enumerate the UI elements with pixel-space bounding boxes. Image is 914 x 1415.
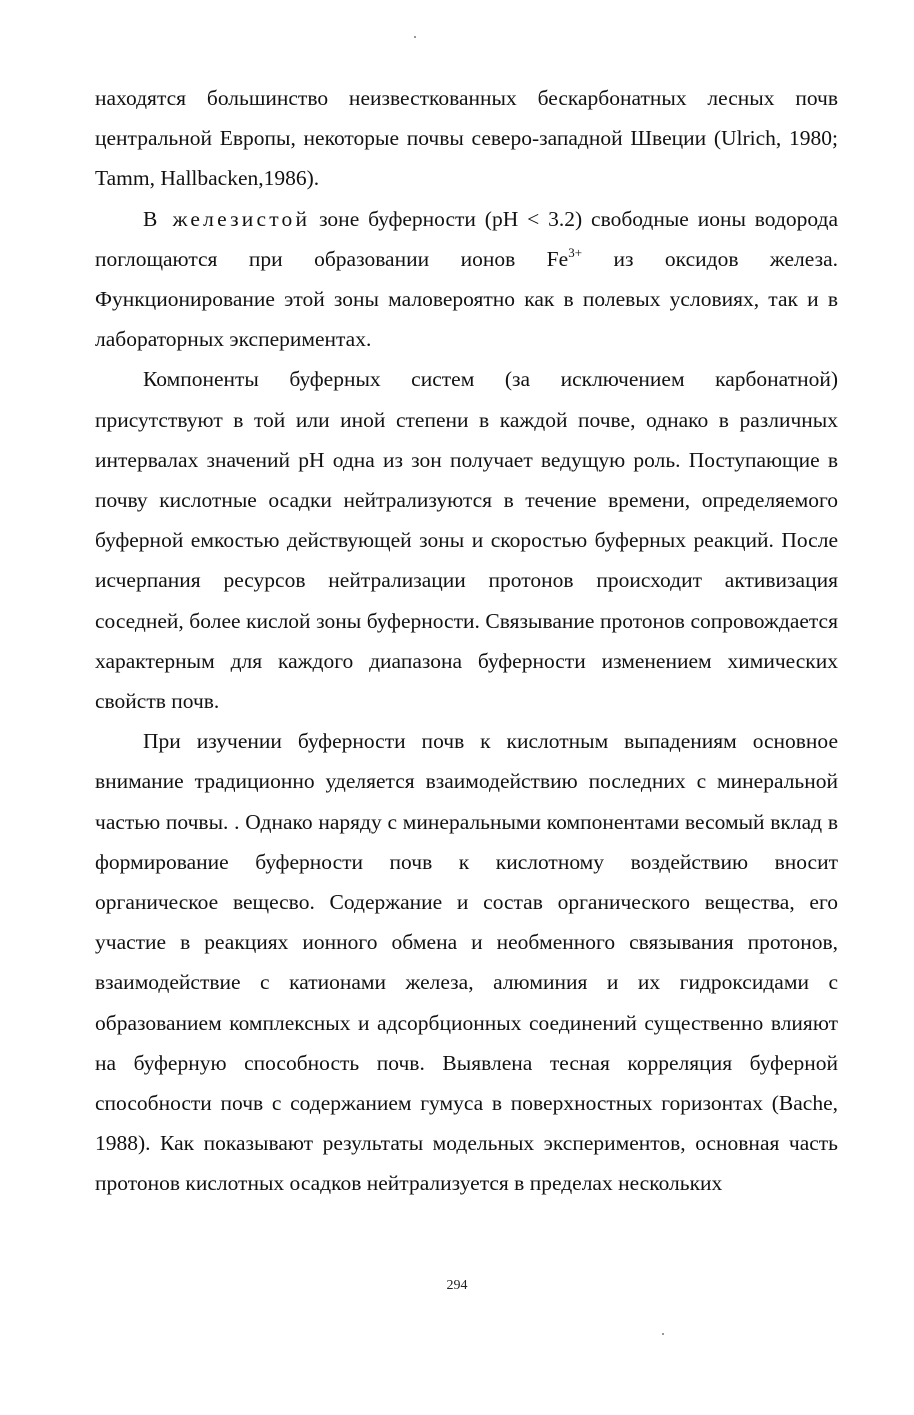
paragraph-1: находятся большинство неизвесткованных бескарбонатных лесных почв центральной Европы, некоторые почвы северо-западной Швеции (Ulrich, 1980; Tamm, Hallbacken,1986). [95, 86, 838, 191]
paragraph-3: Компоненты буферных систем (за исключением карбонатной) присутствуют в той или иной степени в каждой почве, однако в различных интервалах значений pH одна из зон получает ведущую роль. Поступающие в почву кислотные осадки нейтрализуются в течение времени, определяемого буферной емкостью действующей зоны и скоростью буферных реакций. После исчерпания ресурсов нейтрализации протонов происходит активизация соседней, более кислой зоны буферности. Связывание протонов сопровождается характерным для каждого диапазона буферности изменением химических свойств почв. [95, 367, 838, 714]
paragraph-4: При изучении буферности почв к кислотным выпадениям основное внимание традиционно уделяется взаимодействию последних с минеральной частью почвы. . Однако наряду с минеральными компонентами весомый вклад в формирование буферности почв к кислотному воздействию вносит органическое вещесво. Содержание и состав органического вещества, его участие в реакциях ионного обмена и необменного связывания протонов, взаимодействие с катионами железа, алюминия и их гидроксидами с образованием комплексных и адсорбционных соединений существенно влияют на буферную способность почв. Выявлена тесная корреляция буферной способности почв с содержанием гумуса в поверхностных горизонтах (Bache, 1988). Как показывают результаты модельных экспериментов, основная часть протонов кислотных осадков нейтрализуется в пределах нескольких [95, 729, 838, 1196]
page-number: 294 [446, 1278, 468, 1293]
scan-speck-top [414, 36, 416, 38]
spaced-term: В железистой [143, 206, 311, 231]
scan-speck-bottom [662, 1333, 664, 1335]
paragraph-2-text-a: зоне буферности (pH < 3.2) свободные ионы водорода поглощаются при образовании ионов Fe [95, 206, 838, 271]
paragraph-2 [95, 199, 838, 360]
body-text [95, 78, 838, 1204]
superscript-charge: 3+ [568, 244, 583, 260]
paragraph-2-text-b: из оксидов железа. Функционирование этой зоны маловероятно как в полевых условиях, так и в лабораторных экспериментах. [95, 246, 838, 352]
